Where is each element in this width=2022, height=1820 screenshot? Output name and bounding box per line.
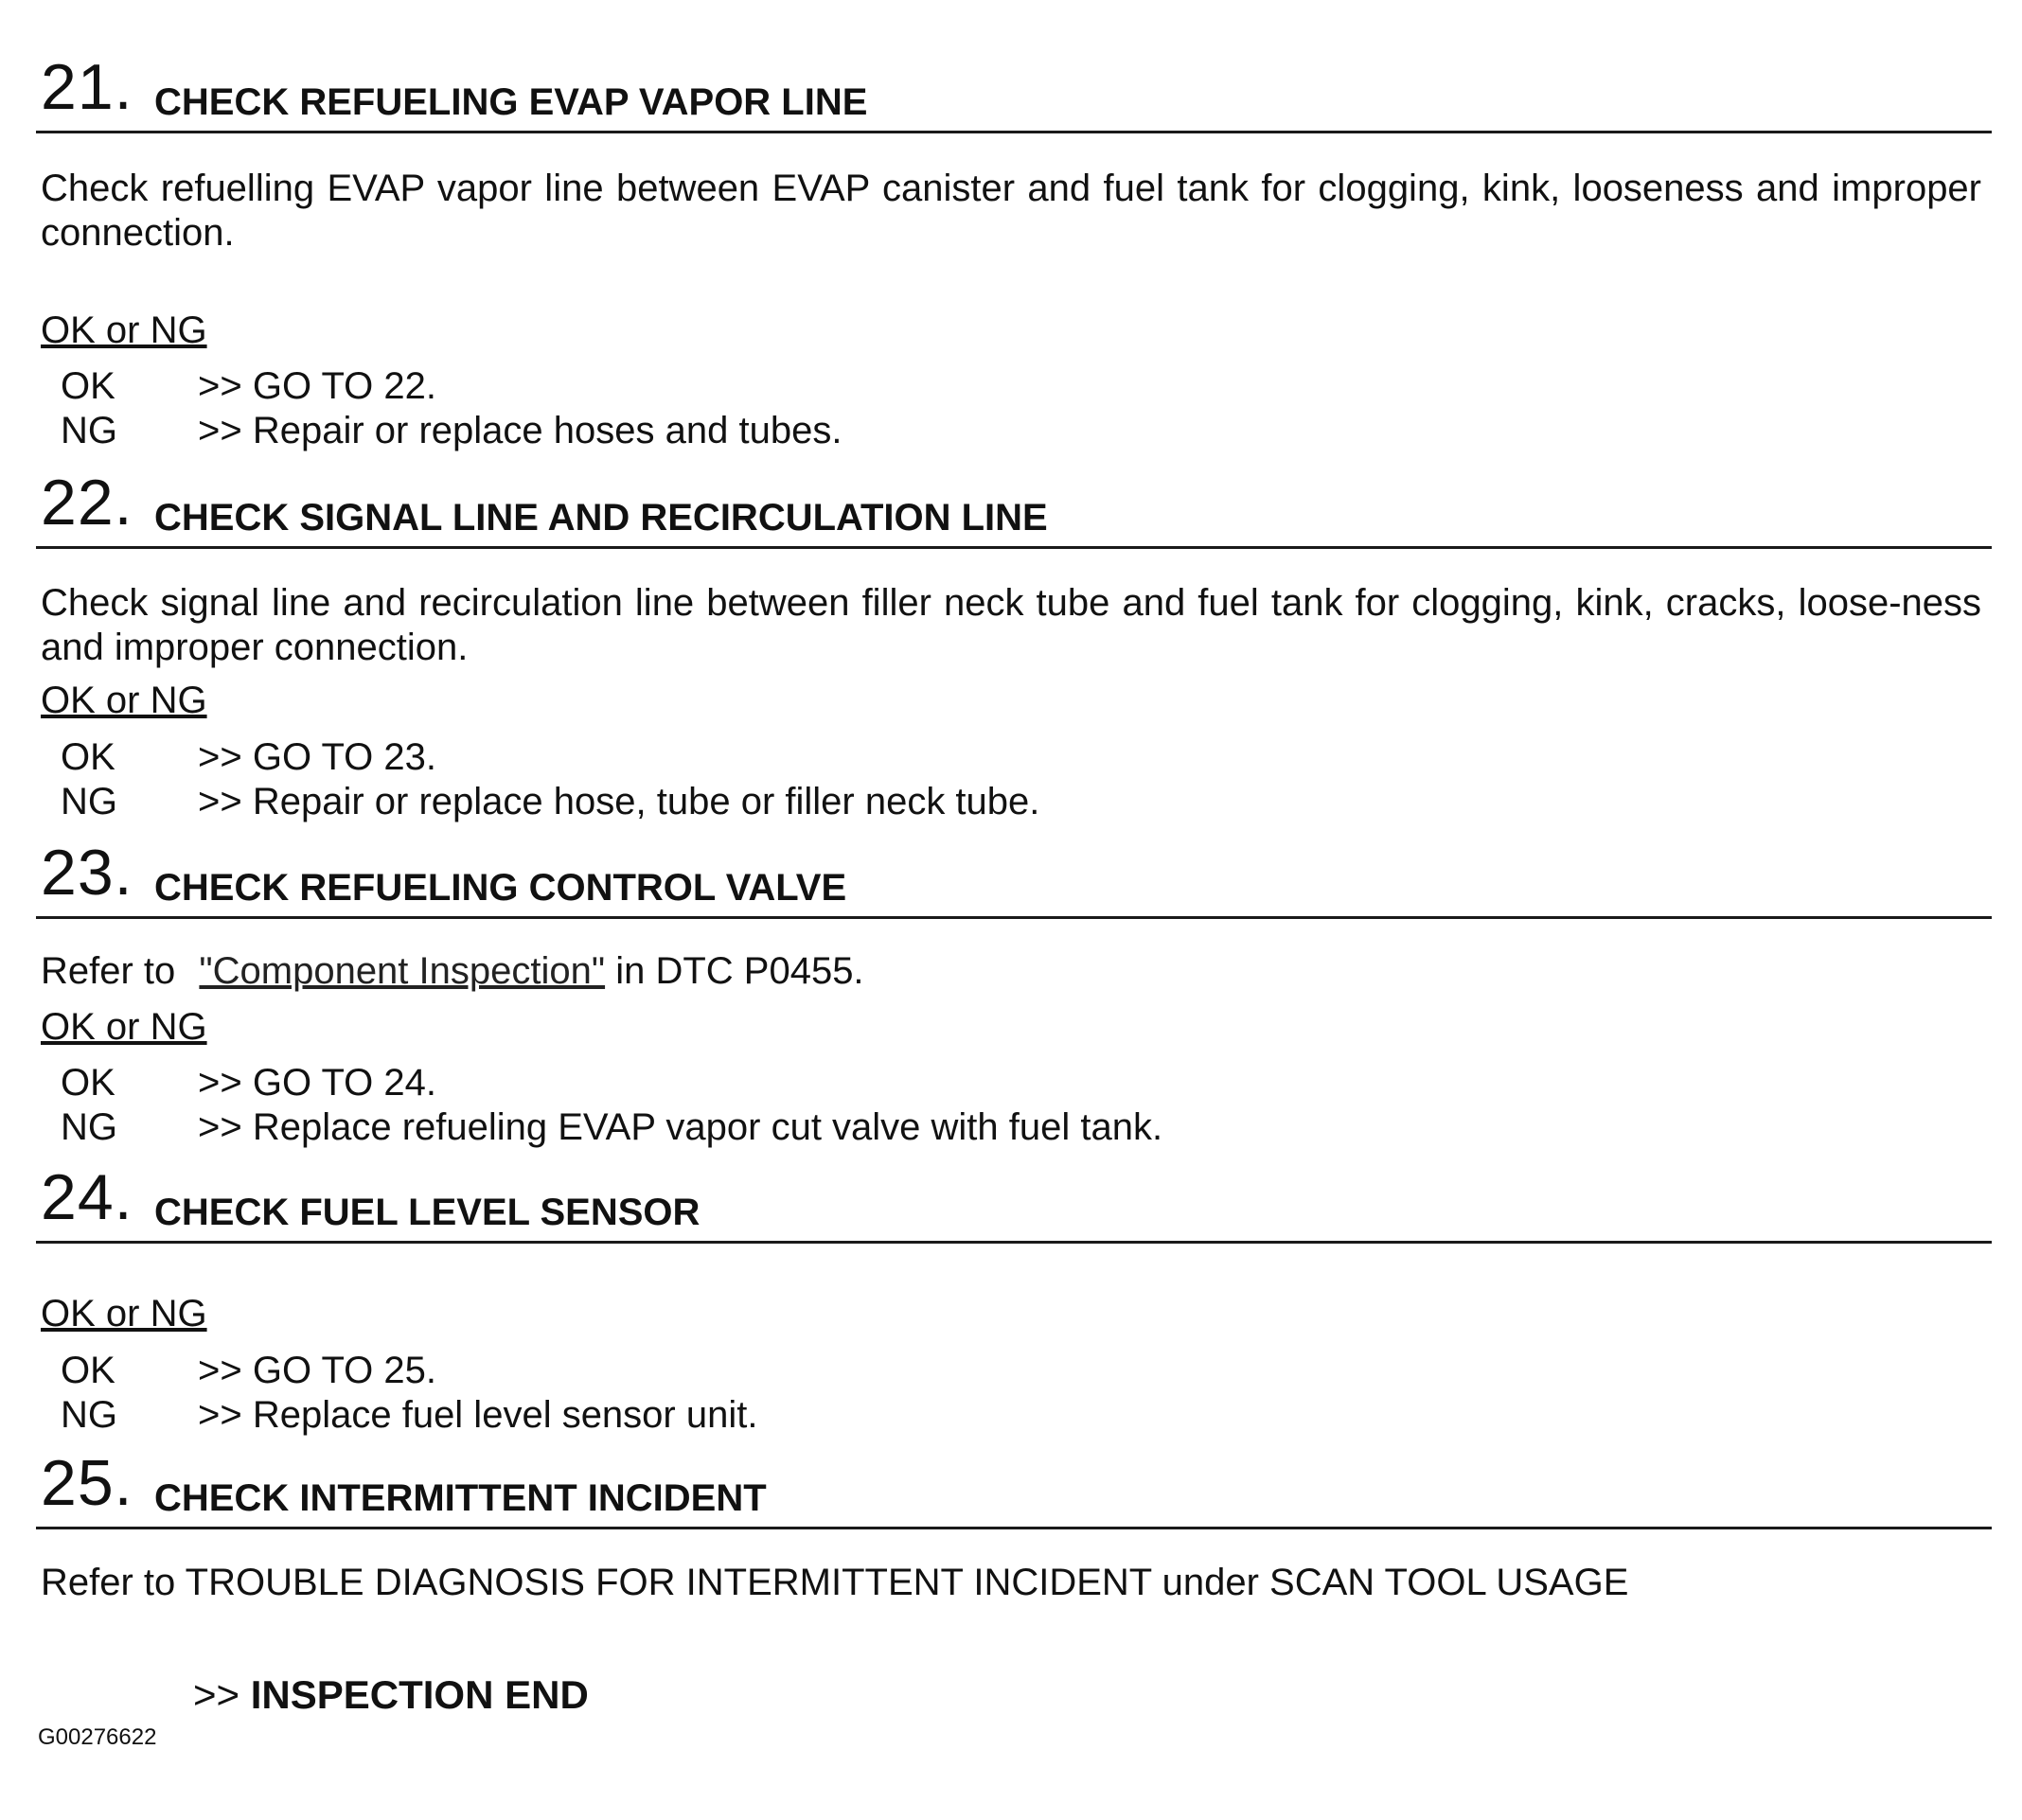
step-number: 23. xyxy=(41,837,133,909)
ok-or-ng-label: OK or NG xyxy=(41,309,207,351)
step-23 xyxy=(36,837,1992,1148)
end-arrow: >> xyxy=(193,1672,240,1717)
end-label: INSPECTION END xyxy=(250,1672,589,1717)
ng-result: NG >> Repair or replace hose, tube or filler neck tube. xyxy=(61,781,1040,822)
ok-or-ng-label: OK or NG xyxy=(41,680,207,721)
ok-result: OK >> GO TO 22. xyxy=(61,365,436,407)
step-title: CHECK FUEL LEVEL SENSOR xyxy=(154,1192,701,1233)
step-24 xyxy=(36,1161,1992,1436)
ng-result: NG >> Replace refueling EVAP vapor cut valve with fuel tank. xyxy=(61,1106,1163,1148)
step-header xyxy=(36,51,1992,133)
step-number: 21. xyxy=(41,51,133,123)
ok-result: OK >> GO TO 24. xyxy=(61,1062,436,1104)
step-header xyxy=(36,1161,1992,1244)
ng-result: NG >> Repair or replace hoses and tubes. xyxy=(61,410,842,451)
step-header xyxy=(36,1447,1992,1529)
step-body: Check signal line and recirculation line between filler neck tube and fuel tank for clogging, kink, cracks, loose-ness and improper connection. xyxy=(41,582,1981,668)
inspection-end xyxy=(193,1673,589,1717)
step-number: 25. xyxy=(41,1447,133,1519)
step-21 xyxy=(36,51,1992,451)
ng-result: NG >> Replace fuel level sensor unit. xyxy=(61,1394,758,1436)
step-title: CHECK SIGNAL LINE AND RECIRCULATION LINE xyxy=(154,497,1048,539)
step-body: Refer to TROUBLE DIAGNOSIS FOR INTERMITTENT INCIDENT under SCAN TOOL USAGE xyxy=(41,1562,1629,1603)
step-title: CHECK REFUELING EVAP VAPOR LINE xyxy=(154,81,868,123)
ok-result: OK >> GO TO 25. xyxy=(61,1350,436,1391)
step-title: CHECK REFUELING CONTROL VALVE xyxy=(154,867,847,909)
step-title: CHECK INTERMITTENT INCIDENT xyxy=(154,1477,767,1519)
figure-id: G00276622 xyxy=(38,1724,157,1750)
step-body: Check refuelling EVAP vapor line between EVAP canister and fuel tank for clogging, kink, looseness and improper connection. xyxy=(41,168,1981,254)
step-number: 22. xyxy=(41,467,133,539)
component-inspection-link[interactable]: "Component Inspection" xyxy=(199,950,606,992)
step-header xyxy=(36,467,1992,549)
ok-result: OK >> GO TO 23. xyxy=(61,736,436,778)
step-body: Refer to "Component Inspection" in DTC P0455. xyxy=(41,950,864,992)
step-25 xyxy=(36,1447,1992,1603)
ok-or-ng-label: OK or NG xyxy=(41,1006,207,1048)
ok-or-ng-label: OK or NG xyxy=(41,1293,207,1334)
step-22 xyxy=(36,467,1992,822)
step-number: 24. xyxy=(41,1161,133,1233)
step-header xyxy=(36,837,1992,919)
